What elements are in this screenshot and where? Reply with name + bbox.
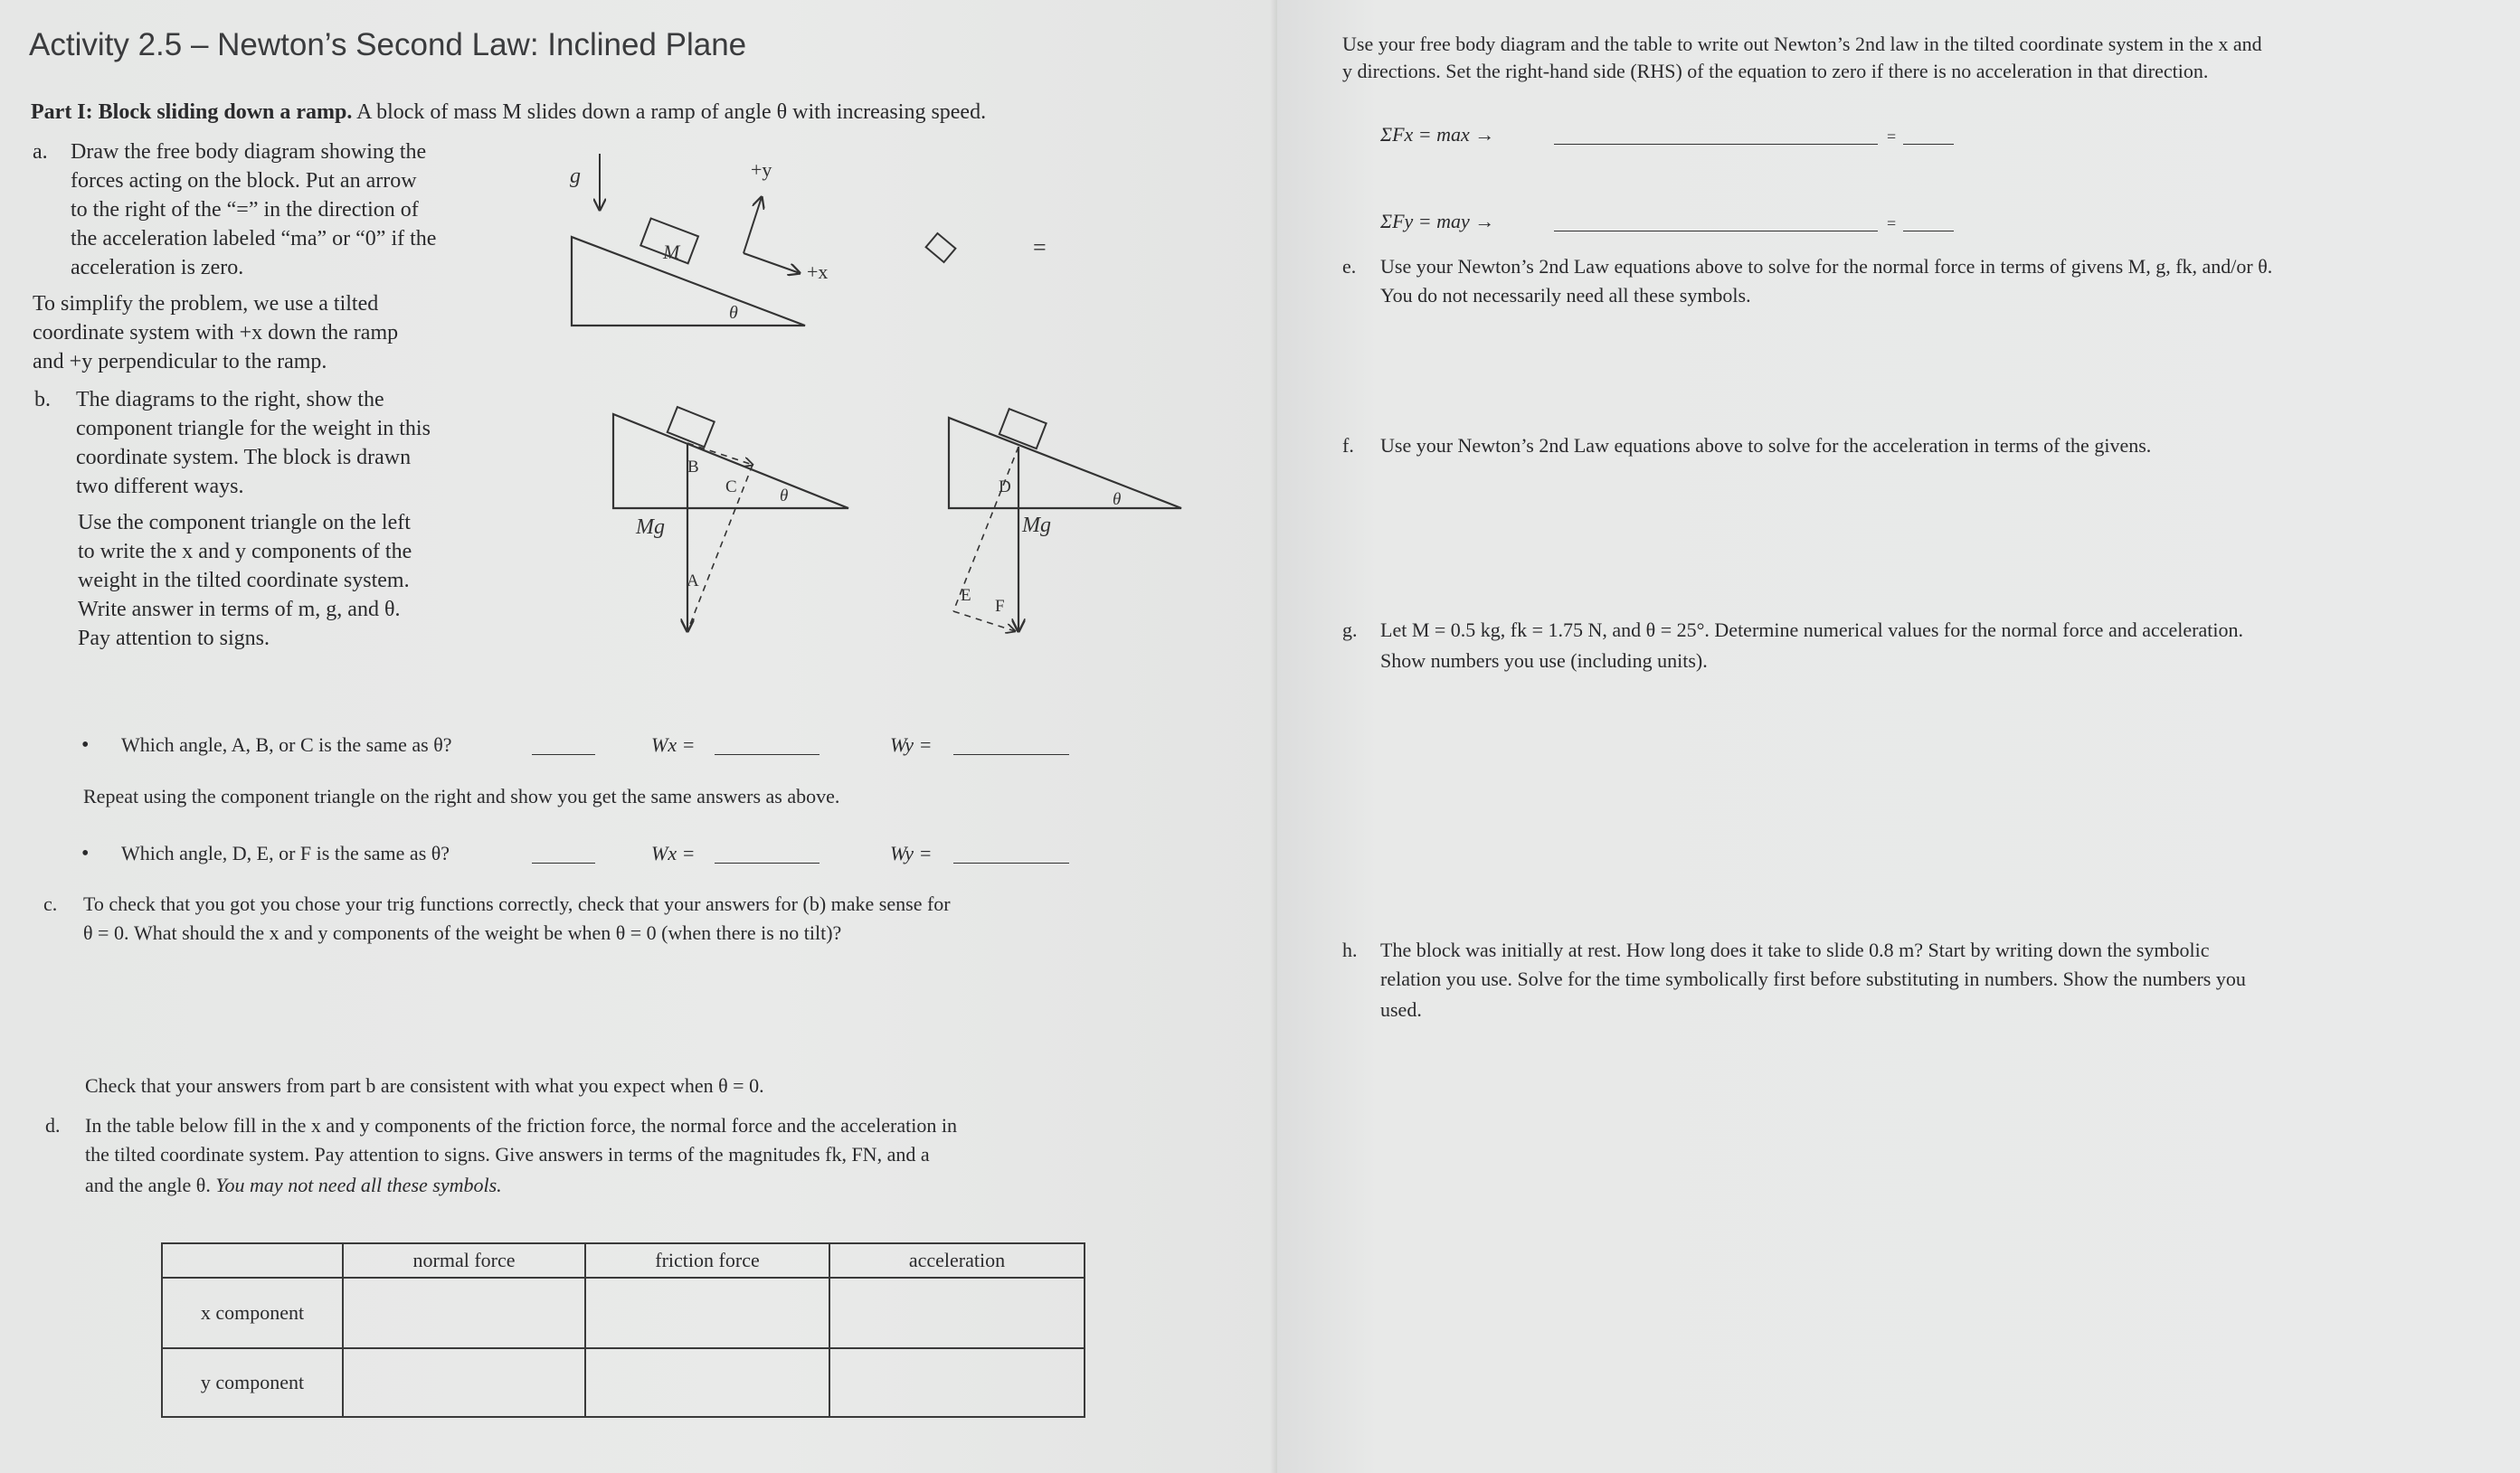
mg-label-right: Mg	[1022, 514, 1051, 537]
ramp-angle-label: θ	[729, 303, 738, 323]
equation-x-label: ΣFx = max →	[1380, 123, 1495, 146]
item-c-letter: c.	[43, 892, 58, 915]
item-b-line-2: component triangle for the weight in this	[76, 417, 431, 440]
q2-wy-label: Wy =	[890, 842, 933, 864]
item-c-line-1: To check that you got you chose your trig functions correctly, check that your answers for (b) make sense for	[83, 892, 951, 915]
right-intro-2: y directions. Set the right-hand side (RHS) of the equation to zero if there is no acceleration in that direction.	[1342, 60, 2209, 82]
simplify-line-2: coordinate system with +x down the ramp	[33, 321, 399, 345]
equation-x-lhs-blank[interactable]	[1554, 127, 1878, 145]
item-b-line-3: coordinate system. The block is drawn	[76, 446, 412, 469]
q1-question: Which angle, A, B, or C is the same as θ?	[121, 733, 452, 756]
plus-x-label: +x	[807, 260, 829, 283]
simplify-line-1: To simplify the problem, we use a tilted	[33, 292, 379, 316]
q2-question: Which angle, D, E, or F is the same as θ?	[121, 842, 450, 864]
item-b-line-1: The diagrams to the right, show the	[76, 388, 384, 411]
bullet-1: •	[81, 733, 90, 757]
part1-intro: A block of mass M slides down a ramp of angle θ with increasing speed.	[356, 100, 987, 124]
item-b-line-4: two different ways.	[76, 475, 244, 498]
table-header-blank	[162, 1243, 343, 1278]
part1-heading: Part I: Block sliding down a ramp.	[31, 100, 353, 124]
item-a-line-5: acceleration is zero.	[71, 256, 244, 279]
equation-y-label: ΣFy = may →	[1380, 210, 1495, 232]
table-cell-x-normal[interactable]	[343, 1278, 585, 1348]
table-cell-y-normal[interactable]	[343, 1348, 585, 1417]
angle-F-label: F	[995, 597, 1005, 616]
item-d-line-3a: and the angle θ.	[85, 1174, 211, 1196]
diagrams	[0, 0, 1277, 687]
item-g-line-2: Show numbers you use (including units).	[1380, 649, 1708, 672]
simplify-line-3: and +y perpendicular to the ramp.	[33, 350, 327, 373]
item-f-line-1: Use your Newton’s 2nd Law equations above to solve for the acceleration in terms of the givens.	[1380, 434, 2152, 457]
angle-C-label: C	[725, 477, 737, 496]
item-d-line-3	[85, 1172, 502, 1199]
table-header-friction: friction force	[585, 1243, 829, 1278]
item-d-line-1: In the table below fill in the x and y components of the friction force, the normal force and the acceleration in	[85, 1114, 957, 1137]
item-g-line-1: Let M = 0.5 kg, fk = 1.75 N, and θ = 25°. Determine numerical values for the normal force and acceleration.	[1380, 618, 2243, 641]
q1-wy-label: Wy =	[890, 733, 933, 756]
item-a-letter: a.	[33, 140, 48, 164]
q1-angle-blank[interactable]	[532, 738, 595, 755]
q1-wy-blank[interactable]	[953, 738, 1069, 755]
check-text: Check that your answers from part b are consistent with what you expect when θ = 0.	[85, 1074, 764, 1097]
item-a-line-4: the acceleration labeled “ma” or “0” if the	[71, 227, 437, 250]
item-e-letter: e.	[1342, 255, 1357, 278]
equation-y-equals: =	[1887, 214, 1897, 232]
angle-D-label: D	[999, 477, 1011, 496]
equals-sign: =	[1033, 234, 1047, 260]
plus-y-label: +y	[751, 158, 772, 181]
q2-wy-blank[interactable]	[953, 846, 1069, 864]
angle-A-label: A	[687, 571, 699, 590]
mass-label: M	[663, 241, 680, 263]
item-b2-line-3: weight in the tilted coordinate system.	[78, 569, 410, 592]
equation-y-lhs-blank[interactable]	[1554, 214, 1878, 231]
table-cell-y-friction[interactable]	[585, 1348, 829, 1417]
item-h-line-2: relation you use. Solve for the time symbolically first before substituting in numbers. Show the numbers you	[1380, 968, 2246, 990]
angle-B-label: B	[687, 458, 699, 477]
y-axis-arrow	[744, 197, 762, 253]
equation-y-rhs-blank[interactable]	[1903, 214, 1954, 231]
components-table	[161, 1242, 1085, 1418]
item-h-line-1: The block was initially at rest. How long does it take to slide 0.8 m? Start by writing down the symbolic	[1380, 939, 2210, 961]
activity-title: Activity 2.5 – Newton’s Second Law: Inclined Plane	[29, 27, 747, 62]
item-f-letter: f.	[1342, 434, 1354, 457]
repeat-text: Repeat using the component triangle on the right and show you get the same answers as above.	[83, 785, 840, 807]
item-h-line-3: used.	[1380, 998, 1422, 1021]
table-cell-x-friction[interactable]	[585, 1278, 829, 1348]
item-e-line-1: Use your Newton’s 2nd Law equations above to solve for the normal force in terms of givens M, g, fk, and/or θ.	[1380, 255, 2273, 278]
q2-angle-blank[interactable]	[532, 846, 595, 864]
wy-component-left	[687, 465, 753, 631]
table-cell-y-acceleration[interactable]	[829, 1348, 1085, 1417]
item-b2-line-2: to write the x and y components of the	[78, 540, 412, 563]
item-b-letter: b.	[34, 388, 51, 411]
angle-theta-left: θ	[780, 486, 789, 505]
item-a-line-1: Draw the free body diagram showing the	[71, 140, 427, 164]
item-c-line-2: θ = 0. What should the x and y components of the weight be when θ = 0 (when there is no tilt)?	[83, 921, 842, 944]
item-d-letter: d.	[45, 1114, 61, 1137]
mg-label-left: Mg	[636, 515, 665, 539]
table-header-normal: normal force	[343, 1243, 585, 1278]
right-page	[1277, 0, 2520, 1473]
q1-wx-blank[interactable]	[715, 738, 819, 755]
right-intro-1: Use your free body diagram and the table to write out Newton’s 2nd law in the tilted coordinate system in the x and	[1342, 33, 2262, 55]
item-d-line-3b: You may not need all these symbols.	[215, 1174, 502, 1196]
item-b2-line-1: Use the component triangle on the left	[78, 511, 411, 534]
table-cell-x-acceleration[interactable]	[829, 1278, 1085, 1348]
block-right	[999, 409, 1047, 449]
item-b2-line-4: Write answer in terms of m, g, and θ.	[78, 598, 401, 621]
q1-wx-label: Wx =	[651, 733, 696, 756]
item-e-line-2: You do not necessarily need all these symbols.	[1380, 284, 1751, 307]
ramp-triangle	[572, 237, 805, 326]
bullet-2: •	[81, 842, 90, 865]
table-row-label-y: y component	[162, 1348, 343, 1417]
fbd-block[interactable]	[926, 233, 956, 262]
ramp-right-triangle	[949, 418, 1181, 508]
x-axis-arrow	[744, 253, 800, 273]
angle-E-label: E	[961, 586, 971, 605]
item-d-line-2: the tilted coordinate system. Pay attention to signs. Give answers in terms of the magnitudes fk, FN, and a	[85, 1143, 930, 1166]
block-left	[668, 407, 715, 447]
item-b2-line-5: Pay attention to signs.	[78, 627, 270, 650]
table-header-acceleration: acceleration	[829, 1243, 1085, 1278]
item-a-line-2: forces acting on the block. Put an arrow	[71, 169, 417, 193]
item-h-letter: h.	[1342, 939, 1358, 961]
q2-wx-label: Wx =	[651, 842, 696, 864]
item-g-letter: g.	[1342, 618, 1358, 641]
table-row-label-x: x component	[162, 1278, 343, 1348]
angle-theta-right: θ	[1113, 490, 1122, 509]
gravity-label: g	[570, 165, 581, 188]
wx-component-right	[953, 611, 1015, 631]
q2-wx-blank[interactable]	[715, 846, 819, 864]
equation-x-equals: =	[1887, 127, 1897, 146]
item-a-line-3: to the right of the “=” in the direction of	[71, 198, 419, 222]
equation-x-rhs-blank[interactable]	[1903, 127, 1954, 145]
